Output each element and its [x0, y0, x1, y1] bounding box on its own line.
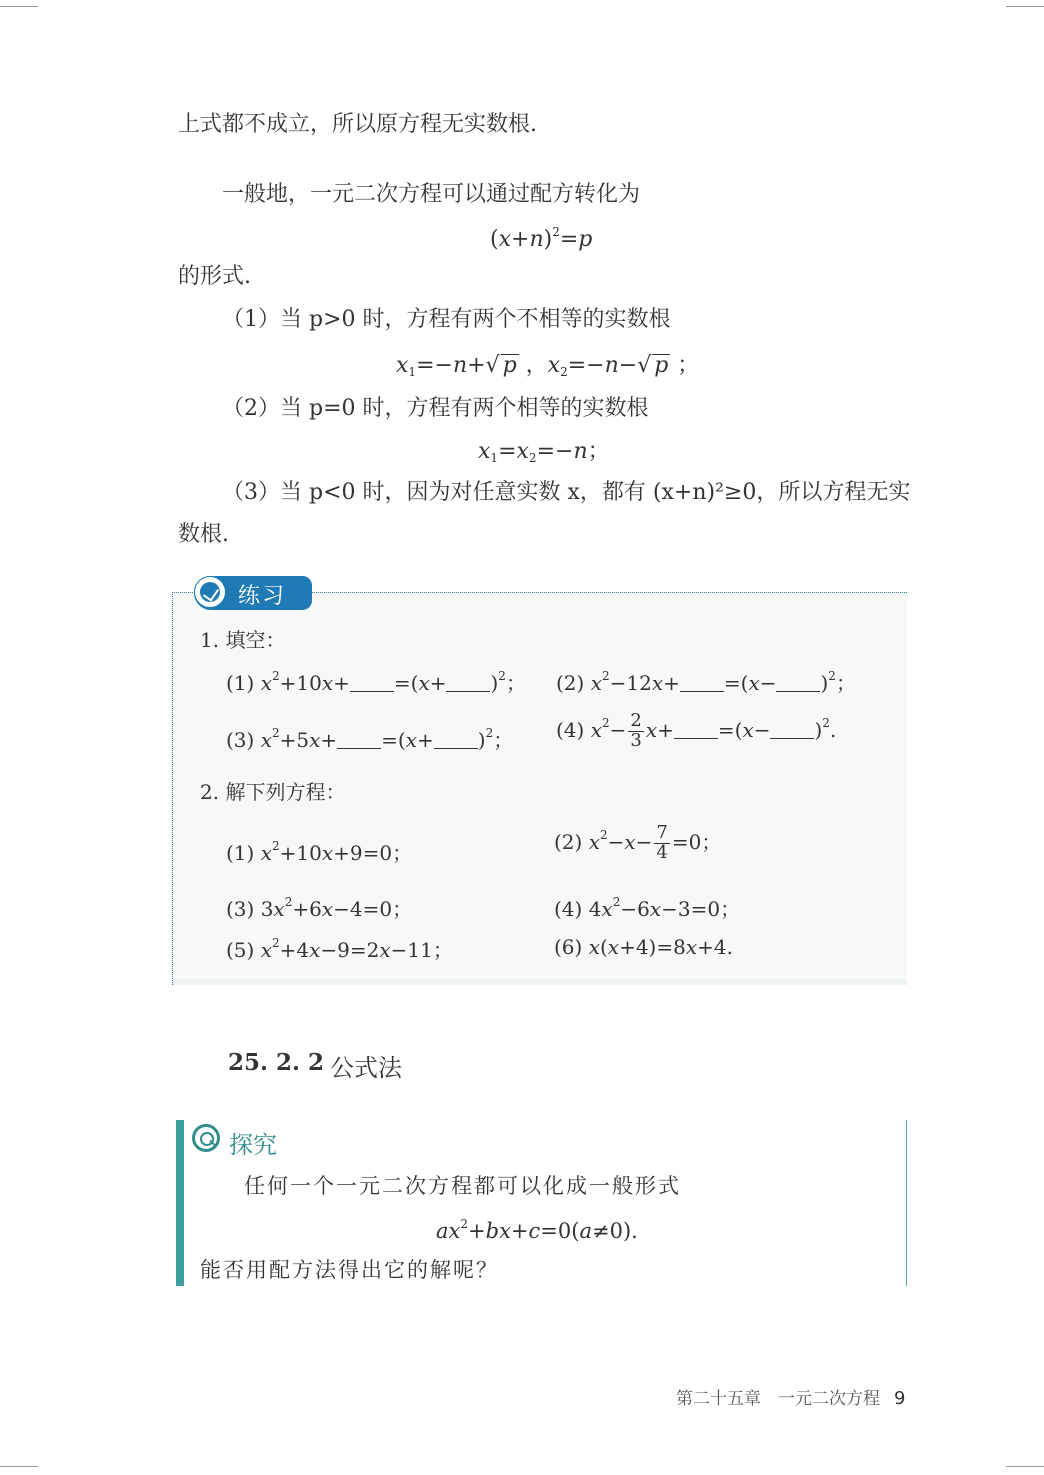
q1-item-4: (4) $x^2-$ $\frac{2}{3}$ $x+ =(x- )^2$. [556, 710, 837, 751]
q2-item-5: (5) $x^2+4x-9=2x-11$； [226, 936, 453, 962]
q1-item-3: (3) $x^2+5x+ =(x+ )^2$； [226, 726, 514, 752]
q2-item-4: (4) $4x^2-6x-3=0$； [554, 895, 741, 921]
checkmark-icon [194, 576, 226, 608]
q1-item-2: (2) $x^2-12x+ =(x- )^2$； [556, 669, 856, 695]
intro-line-1: 上式都不成立，所以原方程无实数根. [178, 112, 537, 137]
practice-tab [194, 576, 312, 610]
case-2-text: （2）当 p=0 时，方程有两个相等的实数根 [222, 396, 649, 421]
q2-item-6: (6) x(x+4)=8x+4. [554, 935, 733, 959]
crop-mark [1006, 6, 1044, 7]
intro-line-2: 一般地，一元二次方程可以通过配方转化为 [222, 182, 641, 207]
section-title: 公式法 [330, 1054, 402, 1082]
section-number: 25. 2. 2 [228, 1049, 325, 1076]
crop-mark [0, 6, 38, 7]
explore-right-bar [906, 1120, 907, 1286]
magnifier-icon [192, 1124, 220, 1152]
intro-line-3: 的形式. [178, 264, 251, 289]
case-2-formula: $x_1=x_2=-n$； [478, 439, 610, 465]
explore-left-bar [176, 1120, 184, 1286]
case-1-formula: $x_1=-n+√$ p ，$x_2=-n-√$ p ； [396, 353, 700, 379]
crop-mark [0, 1466, 38, 1467]
q2-item-1: (1) $x^2+10x+9=0$； [226, 839, 413, 865]
case-1-text: （1）当 p>0 时，方程有两个不相等的实数根 [222, 307, 671, 332]
explore-line-2: 能否用配方法得出它的解呢？ [200, 1258, 499, 1282]
question-1-title: 1. 填空： [200, 628, 286, 652]
explore-title: 探究 [229, 1131, 277, 1159]
case-3-text: （3）当 p<0 时，因为对任意实数 x，都有 (x+n)²≥0，所以方程无实 [222, 480, 911, 505]
page-number: 9 [894, 1388, 906, 1409]
explore-line-1: 任何一个一元二次方程都可以化成一般形式 [244, 1174, 681, 1198]
question-2-title: 2. 解下列方程： [200, 780, 346, 804]
practice-tab-label: 练习 [238, 584, 287, 609]
q2-item-3: (3) $3x^2+6x-4=0$； [226, 895, 413, 921]
explore-formula: $ax^2+bx+c=0(a\ne 0)$. [436, 1217, 638, 1243]
chapter-label: 第二十五章 一元二次方程 [676, 1389, 880, 1409]
q2-item-2: (2) $x^2-x-$ $\frac{7}{4}$ =0； [554, 822, 722, 863]
intro-formula: $(x+n)^2=p$ [490, 225, 593, 252]
case-3-continuation: 数根. [178, 522, 229, 547]
crop-mark [1006, 1466, 1044, 1467]
q1-item-1: (1) $x^2+10x+ =(x+ )^2$； [226, 669, 526, 695]
page-footer [676, 1384, 905, 1409]
